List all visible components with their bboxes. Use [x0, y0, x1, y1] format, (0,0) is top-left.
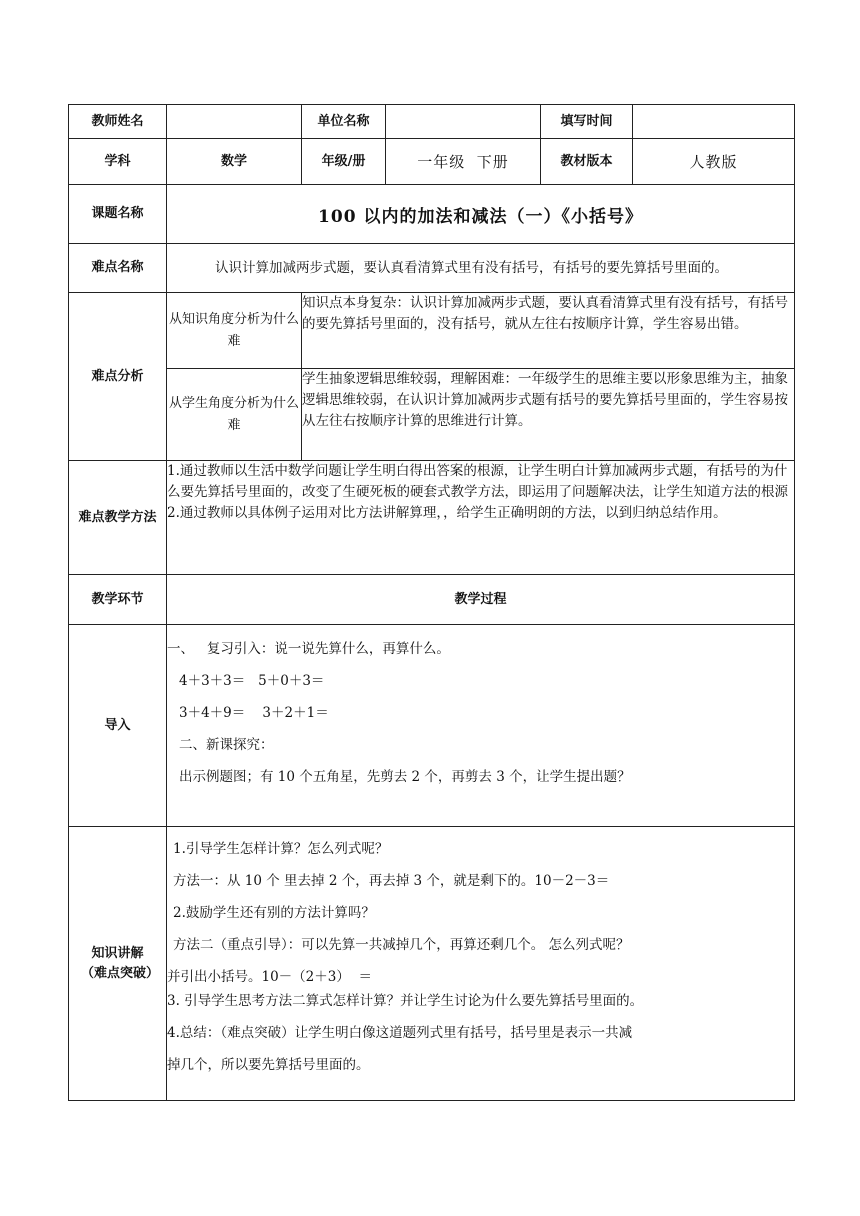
student-angle-text: 学生抽象逻辑思维较弱，理解困难：一年级学生的思维主要以形象思维为主，抽象逻辑思维较弱，在认识计算加减两步式题有括号的要先算括号里面的，学生容易按从左往右按顺序计算的思维进行计算。: [302, 369, 795, 461]
method-label: 难点教学方法: [69, 461, 167, 575]
teacher-value: [167, 105, 302, 139]
stage-header: 教学环节: [69, 575, 167, 625]
lesson-title: 100 以内的加法和减法（一）《小括号》: [167, 185, 795, 244]
knowledge-content: [167, 827, 795, 1101]
analysis-label: 难点分析: [69, 293, 167, 461]
subject-value: 数学: [167, 139, 302, 185]
header-row-1: [69, 105, 795, 139]
difficulty-row: [69, 244, 795, 293]
knowledge-line-4: 方法二（重点引导）：可以先算一共减掉几个，再算还剩几个。 怎么列式呢？: [173, 937, 630, 953]
knowledge-row: [69, 827, 795, 1101]
method-item-1: 1.通过教师以生活中数学问题让学生明白得出答案的根源，让学生明白计算加减两步式题，有括号的为什么要先算括号里面的，改变了生硬死板的硬套式教学方法，即运用了问题解决法，让学生知道方法的根源: [167, 463, 788, 500]
intro-row: [69, 625, 795, 827]
intro-label: 导入: [69, 625, 167, 827]
knowledge-angle-text: 知识点本身复杂：认识计算加减两步式题，要认真看清算式里有没有括号，有括号的要先算括号里面的，没有括号，就从左往右按顺序计算，学生容易出错。: [302, 293, 795, 369]
knowledge-line-5: 并引出小括号。10－（2＋3） ＝: [167, 969, 372, 985]
intro-line-1: 一、 复习引入：说一说先算什么，再算什么。: [167, 641, 450, 657]
header-row-2: [69, 139, 795, 185]
difficulty-text: 认识计算加减两步式题，要认真看清算式里有没有括号，有括号的要先算括号里面的。: [167, 244, 795, 293]
knowledge-line-7: 4.总结：（难点突破）让学生明白像这道题列式里有括号，括号里是表示一共减: [167, 1025, 633, 1041]
knowledge-label: 知识讲解（难点突破）: [69, 827, 167, 1101]
knowledge-angle-label: 从知识角度分析为什么难: [167, 293, 302, 369]
lesson-plan-table: [68, 104, 795, 1101]
intro-line-4: 二、新课探究：: [179, 737, 274, 753]
process-header: 教学过程: [167, 575, 795, 625]
subject-label: 学科: [69, 139, 167, 185]
lesson-label: 课题名称: [69, 185, 167, 244]
knowledge-line-6: 3. 引导学生思考方法二算式怎样计算？并让学生讨论为什么要先算括号里面的。: [167, 993, 644, 1009]
intro-content: [167, 625, 795, 827]
method-row: [69, 461, 795, 575]
analysis-row-student: [69, 369, 795, 461]
teacher-label: 教师姓名: [69, 105, 167, 139]
knowledge-line-1: 1.引导学生怎样计算？怎么列式呢？: [173, 841, 389, 857]
difficulty-label: 难点名称: [69, 244, 167, 293]
knowledge-line-2: 方法一：从 10 个 里去掉 2 个，再去掉 3 个，就是剩下的。10－2－3＝: [173, 873, 610, 889]
student-angle-label: 从学生角度分析为什么难: [167, 369, 302, 461]
unit-label: 单位名称: [302, 105, 386, 139]
intro-line-3: 3＋4＋9＝ 3＋2＋1＝: [179, 705, 329, 721]
knowledge-line-8: 掉几个，所以要先算括号里面的。: [167, 1057, 370, 1073]
edition-value: 人教版: [633, 139, 795, 185]
fill-time-label: 填写时间: [541, 105, 633, 139]
unit-value: [386, 105, 541, 139]
knowledge-line-3: 2.鼓励学生还有别的方法计算吗？: [173, 905, 375, 921]
edition-label: 教材版本: [541, 139, 633, 185]
grade-value: 一年级 下册: [386, 139, 541, 185]
fill-time-value: [633, 105, 795, 139]
method-text: [167, 461, 795, 575]
grade-label: 年级/册: [302, 139, 386, 185]
intro-line-5: 出示例题图；有 10 个五角星，先剪去 2 个，再剪去 3 个，让学生提出题？: [179, 769, 631, 785]
analysis-row-knowledge: [69, 293, 795, 369]
lesson-row: [69, 185, 795, 244]
intro-line-2: 4＋3＋3＝ 5＋0＋3＝: [179, 673, 325, 689]
method-item-2: 2.通过教师以具体例子运用对比方法讲解算理，，给学生正确明朗的方法，以到归纳总结作用。: [167, 505, 727, 521]
process-header-row: [69, 575, 795, 625]
